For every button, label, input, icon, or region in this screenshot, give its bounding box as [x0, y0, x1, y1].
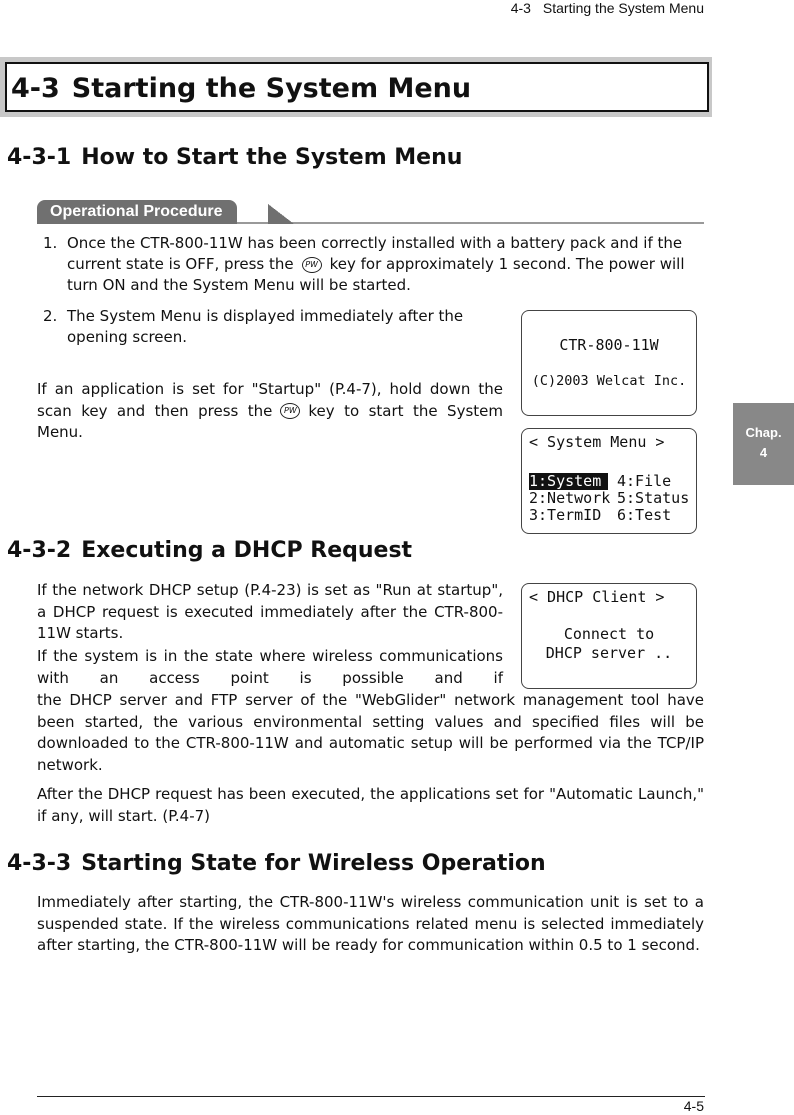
startup-note [37, 379, 503, 444]
section-number: 4-3-2 [7, 538, 72, 563]
step-number: 1. [43, 234, 58, 252]
lcd-model: CTR-800-11W [559, 336, 659, 354]
section-number: 4-3-1 [7, 145, 72, 170]
section-title: Starting State for Wireless Operation [81, 851, 546, 876]
lcd-menu-item-selected: 1:System [529, 473, 608, 490]
chapter-tab-number: 4 [759, 445, 768, 460]
lcd-menu-item: 2:Network [529, 489, 611, 507]
pw-key-icon: PW [302, 257, 322, 273]
footer-rule [37, 1096, 705, 1097]
running-header [511, 0, 704, 16]
dhcp-paragraph-1: If the network DHCP setup (P.4-23) is set as "Run at startup", a DHCP request is executed immediately after the CTR-800-11W starts. [37, 581, 503, 642]
startup-note-before: If an application is set for "Startup" (P.4-7), hold down the scan key and then press the [37, 380, 503, 420]
section-title: Executing a DHCP Request [81, 538, 413, 563]
lcd-menu-item: 4:File [617, 472, 672, 490]
section-heading-4-3-2 [7, 538, 412, 563]
section-heading-4-3-3 [7, 851, 546, 876]
running-header-title: Starting the System Menu [542, 0, 704, 16]
lcd-system-menu [521, 428, 697, 534]
running-header-number: 4-3 [510, 0, 531, 16]
step-2 [43, 306, 505, 348]
title-box [0, 57, 712, 117]
pw-key-icon: PW [280, 403, 300, 419]
page-number: 4-5 [683, 1098, 704, 1114]
dhcp-paragraph-3: the DHCP server and FTP server of the "WebGlider" network management tool have been started, the various environmental setting values and specified files will be downloaded to the CTR-800-11W and automatic setup will be performed via the TCP/IP network. [37, 691, 704, 774]
lcd-menu-item: 5:Status [617, 489, 690, 507]
step-number: 2. [43, 307, 58, 325]
page-title-text: Starting the System Menu [71, 73, 472, 104]
lcd-menu-item: 3:TermID [529, 506, 602, 524]
procedure-label: Operational Procedure [37, 200, 237, 224]
chapter-tab[interactable] [733, 403, 794, 485]
page-title-number: 4-3 [11, 73, 60, 104]
lcd-dhcp-title: < DHCP Client > [529, 588, 665, 606]
section-heading-4-3-1 [7, 145, 462, 170]
lcd-menu-item: 6:Test [617, 506, 672, 524]
step-1 [43, 233, 705, 296]
lcd-dhcp-client [521, 583, 697, 689]
lcd-copyright: (C)2003 Welcat Inc. [531, 373, 687, 389]
step-text-before: Once the CTR-800-11W has been correctly installed with a battery pack and if the current state is OFF, press the [67, 234, 683, 273]
step-text-after: key for approximately 1 second. The power will turn ON and the System Menu will be started. [67, 255, 685, 294]
section-title: How to Start the System Menu [81, 145, 463, 170]
lcd-menu-title: < System Menu > [529, 433, 665, 451]
section-number: 4-3-3 [7, 851, 72, 876]
startup-note-after: key to start the System Menu. [37, 401, 503, 441]
lcd-opening-screen [521, 310, 697, 416]
dhcp-paragraph-2: If the system is in the state where wireless communications with an access point is possible and if [37, 647, 503, 687]
chapter-tab-label: Chap. [745, 425, 782, 440]
wireless-paragraph: Immediately after starting, the CTR-800-11W's wireless communication unit is set to a suspended state. If the wireless communications related menu is selected immediately after starting, the CTR-800-11W will be ready for communication within 0.5 to 1 second. [37, 893, 704, 954]
step-text: The System Menu is displayed immediately after the opening screen. [67, 307, 464, 346]
page-title [11, 73, 471, 104]
lcd-dhcp-line2: DHCP server .. [545, 644, 673, 662]
lcd-dhcp-line1: Connect to [563, 625, 655, 643]
procedure-tab-slope [268, 204, 294, 224]
dhcp-paragraph-4: After the DHCP request has been executed, the applications set for "Automatic Launch," if any, will start. (P.4-7) [37, 785, 704, 825]
